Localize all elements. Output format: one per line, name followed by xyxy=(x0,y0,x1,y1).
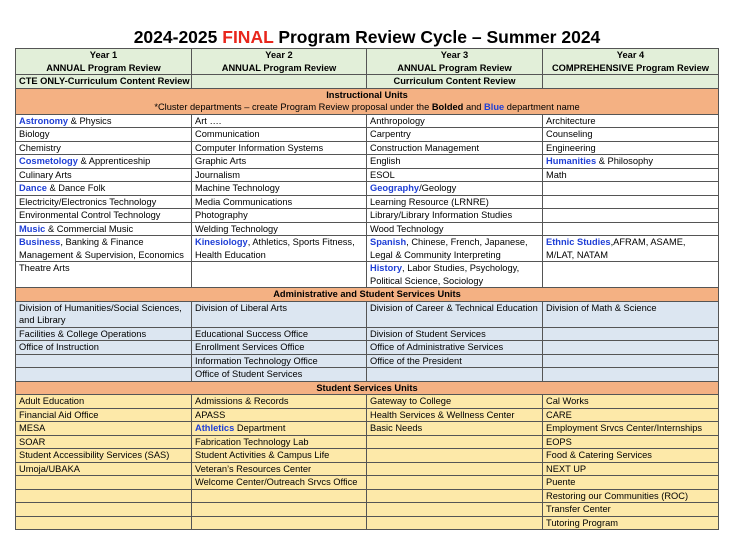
page-title: 2024-2025 FINAL Program Review Cycle – Summer 2024 xyxy=(133,27,601,47)
table-cell: Office of the President xyxy=(367,354,543,368)
table-cell xyxy=(543,462,719,476)
table-cell xyxy=(367,128,543,142)
table-cell xyxy=(367,195,543,209)
table-row xyxy=(16,341,719,355)
cell-text: Food & Catering Services xyxy=(546,450,652,461)
cell-text: Cal Works xyxy=(546,396,589,407)
instructional-section-header xyxy=(16,88,719,114)
table-cell xyxy=(367,449,543,463)
table-cell xyxy=(192,182,367,196)
cell-text: Theatre Arts xyxy=(19,263,70,274)
cell-text: Machine Technology xyxy=(195,183,280,194)
cluster-lead-department: Kinesiology xyxy=(195,237,248,248)
cell-text: Engineering xyxy=(546,142,596,153)
year-4-header: Year 4 COMPREHENSIVE Program Review xyxy=(543,49,719,75)
cluster-lead-department: Athletics xyxy=(195,423,235,434)
cell-text: Media Communications xyxy=(195,196,293,207)
table-cell xyxy=(192,114,367,128)
cell-text: Chemistry xyxy=(19,142,61,153)
table-row xyxy=(16,489,719,503)
table-row xyxy=(16,449,719,463)
cell-text: & Philosophy xyxy=(596,156,653,167)
table-cell xyxy=(192,435,367,449)
cell-text: Computer Information Systems xyxy=(195,142,324,153)
table-cell xyxy=(367,395,543,409)
cell-text: Anthropology xyxy=(370,115,425,126)
cell-text: Veteran’s Resources Center xyxy=(195,463,312,474)
table-cell xyxy=(367,516,543,530)
table-cell xyxy=(543,195,719,209)
cell-text: /Geology xyxy=(419,183,457,194)
table-row xyxy=(16,182,719,196)
table-cell xyxy=(367,435,543,449)
cell-text: Architecture xyxy=(546,115,596,126)
table-row xyxy=(16,408,719,422)
cell-text: NEXT UP xyxy=(546,463,587,474)
table-row xyxy=(16,141,719,155)
cell-text: Health Services & Wellness Center xyxy=(370,409,515,420)
cell-text: Tutoring Program xyxy=(546,517,618,528)
review-type-row xyxy=(16,75,719,89)
table-cell xyxy=(16,354,192,368)
table-cell xyxy=(543,408,719,422)
cell-text: & Commercial Music xyxy=(45,223,134,234)
table-row xyxy=(16,209,719,223)
cell-text: Math xyxy=(546,169,567,180)
cell-text: EOPS xyxy=(546,436,572,447)
table-cell: Office of Student Services xyxy=(192,368,367,382)
table-cell xyxy=(16,462,192,476)
table-row xyxy=(16,222,719,236)
cell-text: Welding Technology xyxy=(195,223,278,234)
table-cell xyxy=(543,503,719,517)
cell-text: & Physics xyxy=(68,115,112,126)
table-cell xyxy=(543,236,719,262)
table-cell xyxy=(543,141,719,155)
table-row xyxy=(16,236,719,262)
cluster-lead-department: History xyxy=(370,263,403,274)
cell-text: , Athletics, Sports Fitness, Health Education xyxy=(195,237,355,260)
cell-text: Student Accessibility Services (SAS) xyxy=(19,450,170,461)
cluster-lead-department: Ethnic Studies xyxy=(546,237,611,248)
table-cell xyxy=(192,395,367,409)
table-cell: Facilities & College Operations xyxy=(16,327,192,341)
cluster-note: *Cluster departments – create Program Review proposal under the Bolded and Blue department name xyxy=(154,102,580,113)
table-cell xyxy=(367,141,543,155)
table-row xyxy=(16,462,719,476)
cell-text: Environmental Control Technology xyxy=(19,210,161,221)
cluster-lead-department: Dance xyxy=(19,183,47,194)
cell-text: Counseling xyxy=(546,129,593,140)
table-cell xyxy=(543,209,719,223)
section-title: Student Services Units xyxy=(16,381,719,395)
table-cell xyxy=(543,128,719,142)
table-row xyxy=(16,128,719,142)
table-cell xyxy=(16,128,192,142)
table-row xyxy=(16,155,719,169)
table-cell xyxy=(543,114,719,128)
table-cell xyxy=(192,422,367,436)
table-cell xyxy=(543,368,719,382)
cell-text: SOAR xyxy=(19,436,46,447)
table-cell xyxy=(543,327,719,341)
table-cell xyxy=(367,114,543,128)
cell-text: & Dance Folk xyxy=(46,183,106,194)
table-row xyxy=(16,516,719,530)
table-row xyxy=(16,168,719,182)
cell-text: , Labor Studies, Psychology, Political Science, Sociology xyxy=(370,263,520,286)
table-cell xyxy=(543,516,719,530)
cell-text: Learning Resource (LRNRE) xyxy=(370,196,489,207)
table-cell xyxy=(192,209,367,223)
table-cell: Division of Math & Science xyxy=(543,301,719,327)
table-cell xyxy=(367,222,543,236)
table-cell xyxy=(367,462,543,476)
table-cell xyxy=(192,222,367,236)
table-cell: Office of Instruction xyxy=(16,341,192,355)
cell-text: CARE xyxy=(546,409,572,420)
cell-text: , Chinese, French, Japanese, Legal & Community Interpreting xyxy=(370,237,528,260)
cell-text: Graphic Arts xyxy=(195,156,247,167)
table-row xyxy=(16,301,719,327)
table-cell xyxy=(367,368,543,382)
table-cell xyxy=(367,262,543,288)
cell-text: Restoring our Communities (ROC) xyxy=(546,490,689,501)
table-cell xyxy=(192,141,367,155)
year-1-header: Year 1 ANNUAL Program Review xyxy=(16,49,192,75)
table-cell xyxy=(543,354,719,368)
cell-text: APASS xyxy=(195,409,226,420)
table-row xyxy=(16,262,719,288)
table-cell xyxy=(16,422,192,436)
table-cell xyxy=(367,408,543,422)
cell-text: Umoja/UBAKA xyxy=(19,463,80,474)
cluster-lead-department: Business xyxy=(19,237,61,248)
table-cell xyxy=(543,422,719,436)
review-type-cell: CTE ONLY-Curriculum Content Review xyxy=(16,75,192,89)
table-cell xyxy=(16,516,192,530)
table-cell xyxy=(192,449,367,463)
year-3-header: Year 3 ANNUAL Program Review xyxy=(367,49,543,75)
table-cell xyxy=(192,195,367,209)
cell-text: Fabrication Technology Lab xyxy=(195,436,309,447)
table-row xyxy=(16,195,719,209)
cell-text: MESA xyxy=(19,423,46,434)
table-cell xyxy=(543,435,719,449)
table-cell xyxy=(16,209,192,223)
table-row xyxy=(16,395,719,409)
cell-text: Puente xyxy=(546,477,576,488)
title-highlight: FINAL xyxy=(222,27,274,47)
table-cell xyxy=(16,489,192,503)
table-cell xyxy=(543,395,719,409)
table-cell xyxy=(192,462,367,476)
table-cell xyxy=(543,182,719,196)
cell-text: ,AFRAM, ASAME, M/LAT, NATAM xyxy=(546,237,686,260)
table-cell xyxy=(543,476,719,490)
table-cell: Division of Humanities/Social Sciences, and Library xyxy=(16,301,192,327)
table-cell xyxy=(543,489,719,503)
cell-text: Carpentry xyxy=(370,129,411,140)
table-cell xyxy=(192,128,367,142)
cell-text: Biology xyxy=(19,129,50,140)
year-2-header: Year 2 ANNUAL Program Review xyxy=(192,49,367,75)
cluster-lead-department: Cosmetology xyxy=(19,156,78,167)
table-row xyxy=(16,114,719,128)
table-cell xyxy=(367,503,543,517)
cell-text: Electricity/Electronics Technology xyxy=(19,196,157,207)
student-section-header xyxy=(16,381,719,395)
table-cell xyxy=(192,476,367,490)
table-cell xyxy=(16,503,192,517)
cell-text: English xyxy=(370,156,401,167)
cell-text: Art …. xyxy=(195,115,222,126)
table-cell xyxy=(192,516,367,530)
table-cell xyxy=(16,262,192,288)
table-cell xyxy=(16,408,192,422)
cell-text: Photography xyxy=(195,210,248,221)
table-cell xyxy=(543,168,719,182)
table-cell xyxy=(192,489,367,503)
table-cell xyxy=(367,182,543,196)
cell-text: Gateway to College xyxy=(370,396,452,407)
cell-text: Employment Srvcs Center/Internships xyxy=(546,423,703,434)
table-cell: Information Technology Office xyxy=(192,354,367,368)
table-cell xyxy=(16,168,192,182)
table-row xyxy=(16,422,719,436)
table-cell xyxy=(367,155,543,169)
cell-text: Student Activities & Campus Life xyxy=(195,450,330,461)
table-cell xyxy=(192,155,367,169)
cell-text: Wood Technology xyxy=(370,223,444,234)
table-row xyxy=(16,327,719,341)
cell-text: & Apprenticeship xyxy=(77,156,151,167)
table-cell xyxy=(543,222,719,236)
table-cell xyxy=(367,476,543,490)
table-cell xyxy=(16,449,192,463)
table-cell xyxy=(367,422,543,436)
cell-text: Basic Needs xyxy=(370,423,423,434)
table-cell xyxy=(367,209,543,223)
cluster-lead-department: Spanish xyxy=(370,237,407,248)
table-cell xyxy=(16,222,192,236)
table-cell xyxy=(16,155,192,169)
table-cell xyxy=(543,262,719,288)
table-cell: Office of Administrative Services xyxy=(367,341,543,355)
table-cell xyxy=(543,341,719,355)
table-cell xyxy=(16,368,192,382)
cell-text: Communication xyxy=(195,129,260,140)
table-cell: Educational Success Office xyxy=(192,327,367,341)
table-cell xyxy=(367,236,543,262)
table-cell: Division of Student Services xyxy=(367,327,543,341)
table-row xyxy=(16,476,719,490)
cell-text: Adult Education xyxy=(19,396,85,407)
program-review-table xyxy=(15,48,719,530)
table-cell: Enrollment Services Office xyxy=(192,341,367,355)
cell-text: Admissions & Records xyxy=(195,396,289,407)
cluster-lead-department: Humanities xyxy=(546,156,597,167)
table-cell xyxy=(192,503,367,517)
table-cell xyxy=(543,449,719,463)
table-cell xyxy=(192,262,367,288)
table-cell xyxy=(16,195,192,209)
cell-text: Transfer Center xyxy=(546,504,611,515)
review-type-cell: Curriculum Content Review xyxy=(367,75,543,89)
table-cell: Division of Career & Technical Education xyxy=(367,301,543,327)
table-cell xyxy=(16,182,192,196)
cluster-lead-department: Music xyxy=(19,223,46,234)
table-row xyxy=(16,503,719,517)
review-type-cell xyxy=(192,75,367,89)
cell-text: , Banking & Finance Management & Supervision, Economics xyxy=(19,237,184,260)
table-cell xyxy=(367,168,543,182)
cell-text: Journalism xyxy=(195,169,240,180)
section-title: Instructional Units xyxy=(326,89,408,100)
table-cell xyxy=(192,236,367,262)
table-cell xyxy=(16,395,192,409)
table-cell xyxy=(192,168,367,182)
cell-text: Financial Aid Office xyxy=(19,409,99,420)
cluster-lead-department: Geography xyxy=(370,183,420,194)
cell-text: Library/Library Information Studies xyxy=(370,210,513,221)
year-header-row xyxy=(16,49,719,75)
table-row xyxy=(16,435,719,449)
review-type-cell xyxy=(543,75,719,89)
table-cell xyxy=(16,435,192,449)
table-cell xyxy=(16,476,192,490)
table-row xyxy=(16,354,719,368)
cell-text: Welcome Center/Outreach Srvcs Office xyxy=(195,477,358,488)
cell-text: Department xyxy=(234,423,286,434)
table-cell: Division of Liberal Arts xyxy=(192,301,367,327)
table-cell xyxy=(16,141,192,155)
table-cell xyxy=(16,114,192,128)
cluster-lead-department: Astronomy xyxy=(19,115,69,126)
section-title: Administrative and Student Services Units xyxy=(16,288,719,302)
table-cell xyxy=(367,489,543,503)
table-row xyxy=(16,368,719,382)
table-cell xyxy=(16,236,192,262)
cell-text: Construction Management xyxy=(370,142,480,153)
cell-text: ESOL xyxy=(370,169,395,180)
admin-section-header xyxy=(16,288,719,302)
cell-text: Culinary Arts xyxy=(19,169,72,180)
table-cell xyxy=(543,155,719,169)
table-cell xyxy=(192,408,367,422)
